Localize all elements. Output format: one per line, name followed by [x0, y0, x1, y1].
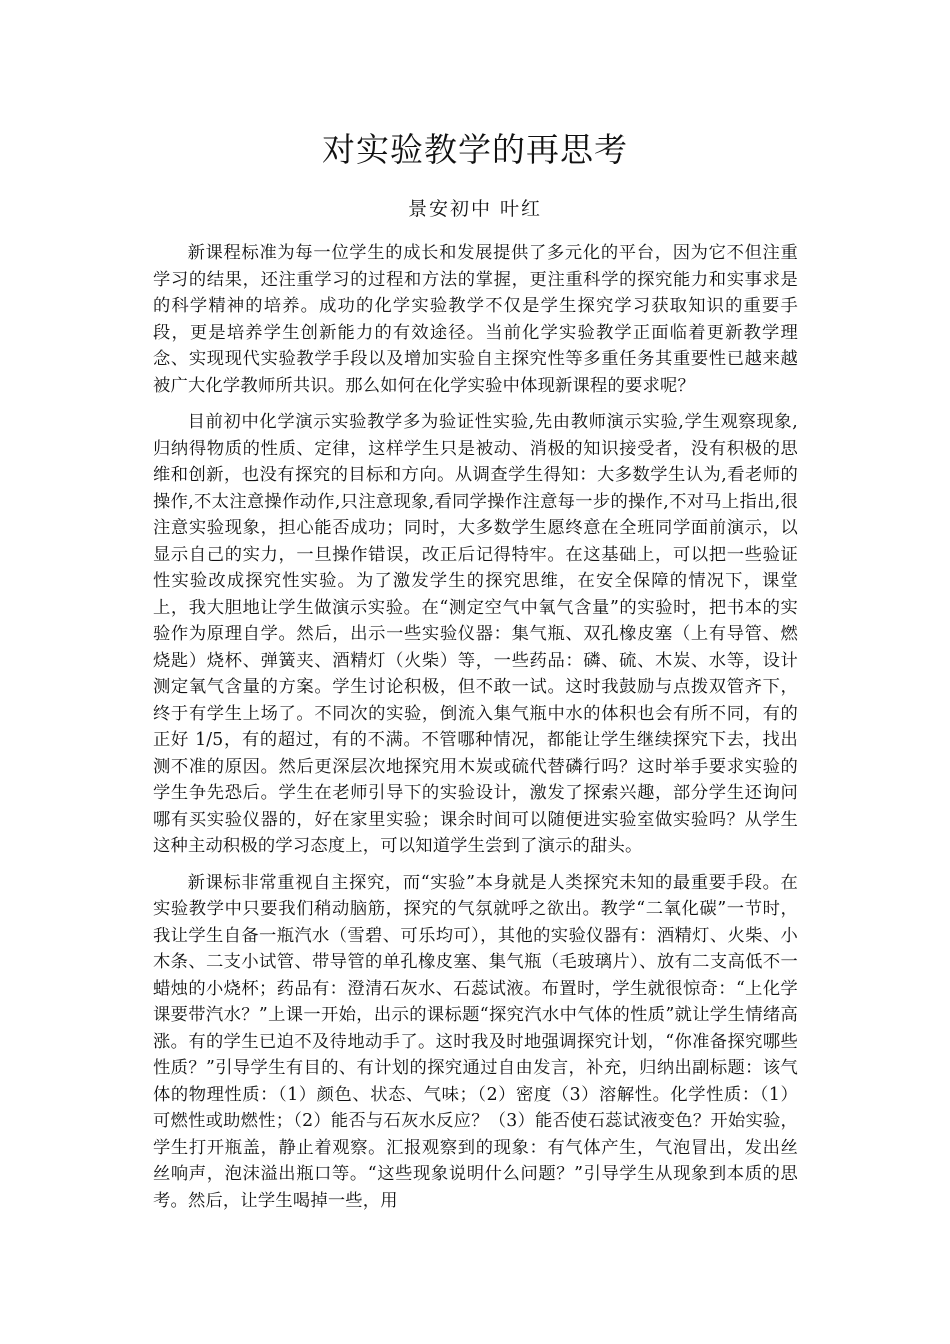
paragraph-2: 目前初中化学演示实验教学多为验证性实验,先由教师演示实验,学生观察现象,归纳得物质的性质、定律，这样学生只是被动、消极的知识接受者，没有积极的思维和创新，也没有探究的目标和方向。从调查学生得知：大多数学生认为,看老师的操作,不太注意操作动作,只注意现象,看同学操作注意每一步的操作,不对马上指出,很注意实验现象，担心能否成功；同时，大多数学生愿终意在全班同学面前演示，以显示自己的实力，一旦操作错误，改正后记得特牢。在这基础上，可以把一些验证性实验改成探究性实验。为了激发学生的探究思维，在安全保障的情况下，课堂上，我大胆地让学生做演示实验。在“测定空气中氧气含量”的实验时，把书本的实验作为原理自学。然后，出示一些实验仪器：集气瓶、双孔橡皮塞（上有导管、燃烧匙）烧杯、弹簧夹、酒精灯（火柴）等，一些药品：磷、硫、木炭、水等，设计测定氧气含量的方案。学生讨论积极，但不敢一试。这时我鼓励与点拨双管齐下，终于有学生上场了。不同次的实验，倒流入集气瓶中水的体积也会有所不同，有的正好 1/5，有的超过，有的不满。不管哪种情况，都能让学生继续探究下去，找出测不准的原因。然后更深层次地探究用木炭或硫代替磷行吗？这时举手要求实验的学生争先恐后。学生在老师引导下的实验设计，激发了探索兴趣，部分学生还询问哪有买实验仪器的，好在家里实验；课余时间可以随便进实验室做实验吗？从学生这种主动积极的学习态度上，可以知道学生尝到了演示的甜头。 [153, 412, 798, 856]
paragraph-1: 新课程标准为每一位学生的成长和发展提供了多元化的平台，因为它不但注重学习的结果，还注重学习的过程和方法的掌握，更注重科学的探究能力和实事求是的科学精神的培养。成功的化学实验教学不仅是学生探究学习获取知识的重要手段，更是培养学生创新能力的有效途径。当前化学实验教学正面临着更新教学理念、实现现代实验教学手段以及增加实验自主探究性等多重任务其重要性已越来越被广大化学教师所共识。那么如何在化学实验中体现新课程的要求呢？ [153, 243, 798, 396]
document-title: 对实验教学的再思考 [322, 130, 628, 169]
paragraph-3: 新课标非常重视自主探究，而“实验”本身就是人类探究未知的最重要手段。在实验教学中只要我们稍动脑筋，探究的气氛就呼之欲出。教学“二氧化碳”一节时，我让学生自备一瓶汽水（雪碧、可乐均可），其他的实验仪器有：酒精灯、火柴、小木条、二支小试管、带导管的单孔橡皮塞、集气瓶（毛玻璃片）、放有二支高低不一蜡烛的小烧杯；药品有：澄清石灰水、石蕊试液。布置时，学生就很惊奇：“上化学课要带汽水？”上课一开始，出示的课标题“探究汽水中气体的性质”就让学生情绪高涨。有的学生已迫不及待地动手了。这时我及时地强调探究计划，“你准备探究哪些性质？”引导学生有目的、有计划的探究通过自由发言，补充，归纳出副标题：该气体的物理性质：（1）颜色、状态、气味；（2）密度（3）溶解性。化学性质：（1）可燃性或助燃性；（2）能否与石灰水反应？（3）能否使石蕊试液变色？开始实验，学生打开瓶盖，静止着观察。汇报观察到的现象：有气体产生，气泡冒出，发出丝丝响声，泡沫溢出瓶口等。“这些现象说明什么问题？”引导学生从现象到本质的思考。然后，让学生喝掉一些，用 [153, 872, 798, 1211]
author-line: 景安初中 叶红 [407, 198, 543, 220]
body-text [153, 240, 798, 1224]
